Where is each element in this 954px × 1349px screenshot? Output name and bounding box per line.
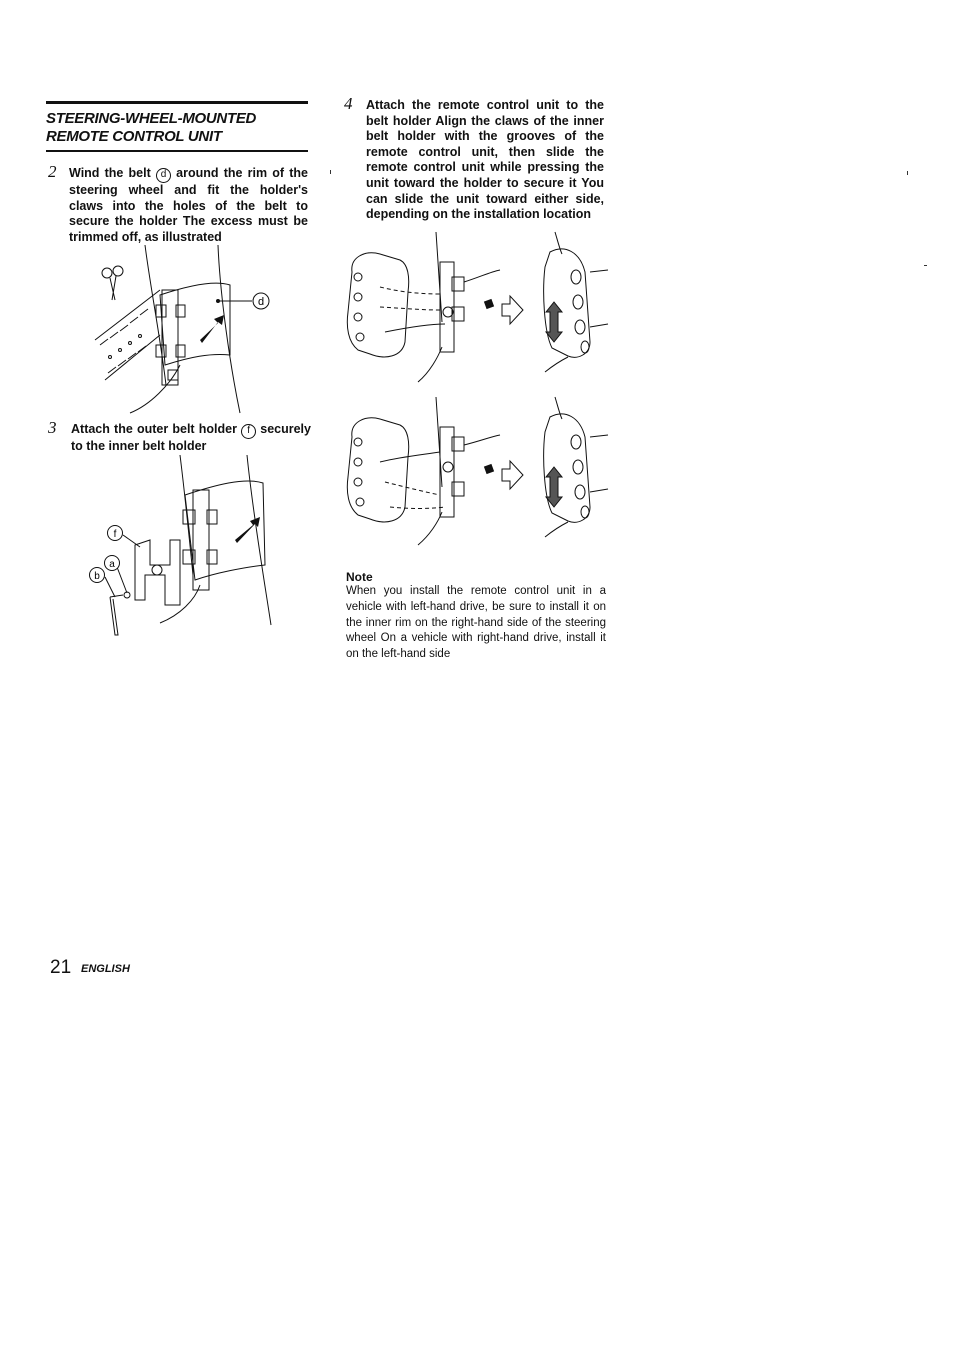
step-text: Attach the remote control unit to the belt holder Align the claws of the inner belt holder with the grooves of the remote control unit, then slide the remote control unit while pressing the unit toward the holder to secure it You can slide the unit toward either side, depending on the installation location — [366, 98, 604, 222]
footer-language: ENGLISH — [81, 963, 130, 975]
step-3 — [46, 418, 311, 456]
step-number: 3 — [48, 418, 57, 437]
figure-label-d: d — [257, 296, 265, 308]
step-number: 4 — [344, 94, 353, 113]
figure-attach-unit-bottom — [340, 397, 610, 547]
step-text: Attach the outer belt holder f securely to the inner belt holder — [71, 422, 311, 453]
step-number: 2 — [48, 162, 57, 181]
section-title: STEERING-WHEEL-MOUNTED REMOTE CONTROL UNIT — [46, 110, 257, 145]
note-title: Note — [346, 570, 373, 584]
callout-d: d — [156, 168, 171, 183]
title-rule-bottom — [46, 150, 308, 152]
figure-label-f: f — [113, 529, 117, 540]
figure-attach-unit-top — [340, 232, 610, 382]
figure-belt-wind — [90, 245, 290, 425]
scan-speck — [907, 171, 908, 175]
step-2 — [46, 162, 308, 246]
title-rule-top — [46, 101, 308, 104]
scan-speck — [330, 170, 331, 174]
step-text: Wind the belt d around the rim of the steering wheel and fit the holder's claws into the holes of the belt to secure the holder The excess must be trimmed off, as illustrated — [69, 166, 308, 244]
step-4 — [342, 94, 604, 228]
figure-label-b: b — [94, 571, 100, 582]
callout-f: f — [241, 424, 256, 439]
scan-speck — [924, 265, 927, 266]
page-number: 21 — [50, 957, 72, 978]
figure-outer-holder — [85, 455, 285, 645]
figure-label-a: a — [109, 559, 115, 570]
note-text: When you install the remote control unit in a vehicle with left-hand drive, be sure to install it on the inner rim on the right-hand side of the steering wheel On a vehicle with right-hand drive, install it on the left-hand side — [346, 585, 606, 661]
